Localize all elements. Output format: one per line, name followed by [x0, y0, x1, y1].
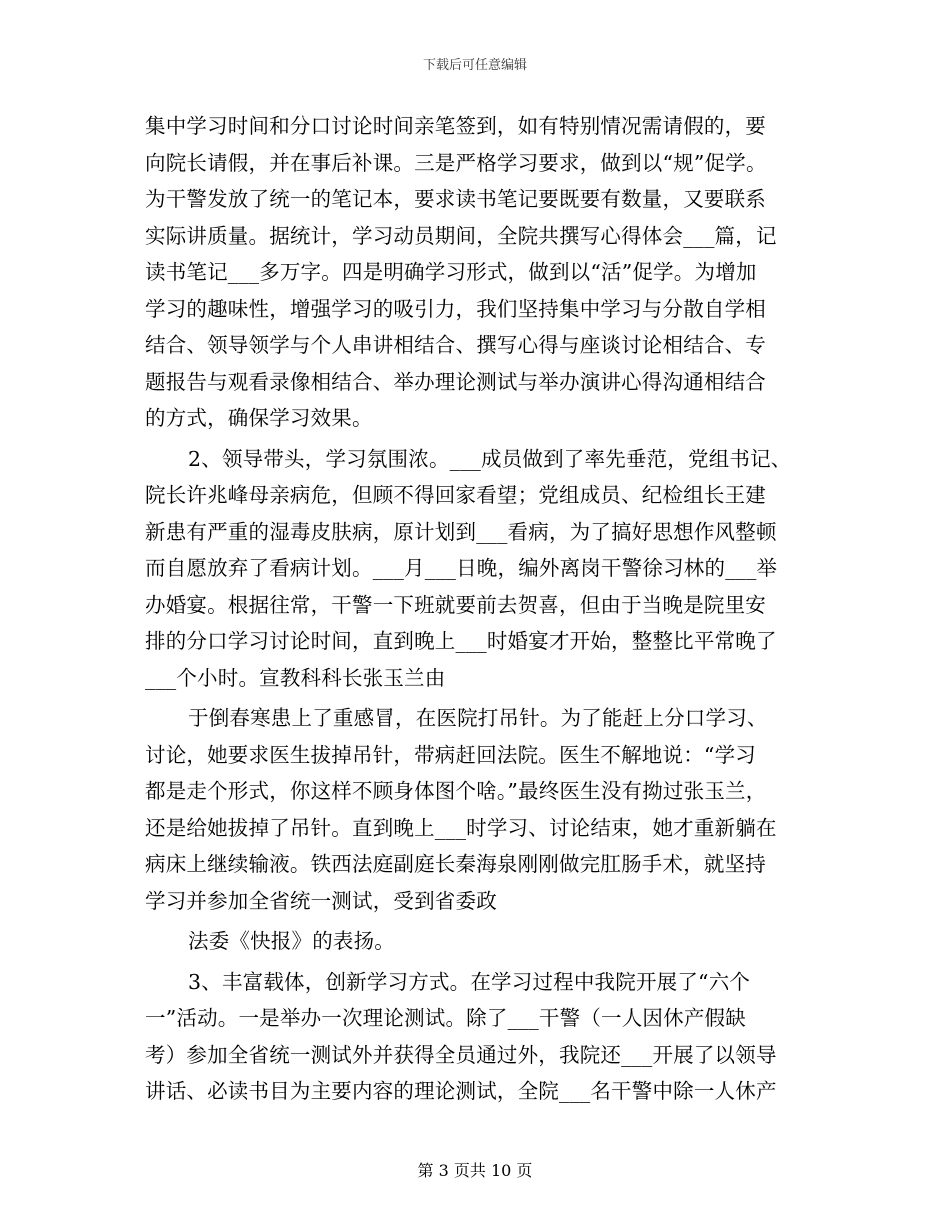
text-line: 为干警发放了统一的笔记本，要求读书笔记要既要有数量，又要联系	[145, 187, 766, 211]
text-line: 讲话、必读书目为主要内容的理论测试，全院___名干警中除一人休产	[145, 1079, 777, 1103]
text-line: 都是走个形式，你这样不顾身体图个啥。”最终医生没有拗过张玉兰，	[145, 779, 767, 803]
text-line: 还是给她拔掉了吊针。直到晚上___时学习、讨论结束，她才重新躺在	[145, 815, 777, 840]
text-line: 法委《快报》的表扬。	[188, 929, 395, 953]
text-line: 办婚宴。根据往常，干警一下班就要前去贺喜，但由于当晚是院里安	[145, 592, 766, 617]
paragraph-leadership-example	[145, 441, 810, 697]
paragraph-illness-dedication	[145, 700, 810, 919]
text-line: 院长许兆峰母亲病危，但顾不得回家看望；党组成员、纪检组长王建	[145, 483, 766, 507]
paragraph-study-methods	[145, 964, 810, 1110]
text-line: 3、丰富载体，创新学习方式。在学习过程中我院开展了“六个	[188, 969, 751, 994]
paragraph-commendation	[145, 923, 810, 960]
text-line: 的方式，确保学习效果。	[145, 406, 373, 430]
text-line: 向院长请假，并在事后补课。三是严格学习要求，做到以“规”促学。	[145, 150, 767, 175]
page-header-note: 下载后可任意编辑	[422, 58, 527, 73]
page-number: 第 3 页共 10 页	[417, 1161, 533, 1180]
text-line: 学习的趣味性，增强学习的吸引力，我们坚持集中学习与分散自学相	[145, 296, 766, 321]
text-line: 新患有严重的湿毒皮肤病，原计划到___看病，为了搞好思想作风整顿	[145, 519, 777, 544]
text-line: 读书笔记___多万字。四是明确学习形式，做到以“活”促学。为增加	[145, 260, 757, 284]
paragraph-study-discipline	[145, 108, 810, 437]
text-line: 学习并参加全省统一测试，受到省委政	[145, 888, 497, 913]
text-line: 讨论，她要求医生拔掉吊针，带病赶回法院。医生不解地说：“学习	[145, 742, 756, 767]
text-line: 而自愿放弃了看病计划。___月___日晚，编外离岗干警徐习林的___举	[145, 556, 778, 580]
text-line: 排的分口学习讨论时间，直到晚上___时婚宴才开始，整整比平常晚了	[145, 629, 777, 653]
text-line: 考）参加全省统一测试外并获得全员通过外，我院还___开展了以领导	[145, 1042, 777, 1067]
text-line: 题报告与观看录像相结合、举办理论测试与举办演讲心得沟通相结合	[145, 369, 766, 394]
text-line: ___个小时。宣教科科长张玉兰由	[145, 665, 446, 690]
text-line: 结合、领导领学与个人串讲相结合、撰写心得与座谈讨论相结合、专	[145, 333, 766, 357]
text-line: 2、领导带头，学习氛围浓。___成员做到了率先垂范，党组书记、	[188, 446, 792, 471]
text-line: 于倒春寒患上了重感冒，在医院打吊针。为了能赶上分口学习、	[188, 706, 768, 730]
text-line: 集中学习时间和分口讨论时间亲笔签到，如有特别情况需请假的，要	[145, 114, 766, 138]
text-line: 实际讲质量。据统计，学习动员期间，全院共撰写心得体会___篇，记	[145, 223, 777, 248]
text-line: 病床上继续输液。铁西法庭副庭长秦海泉刚刚做完肛肠手术，就坚持	[145, 852, 766, 876]
text-line: 一”活动。一是举办一次理论测试。除了___干警（一人因休产假缺	[145, 1006, 746, 1030]
document-body	[145, 108, 810, 1110]
